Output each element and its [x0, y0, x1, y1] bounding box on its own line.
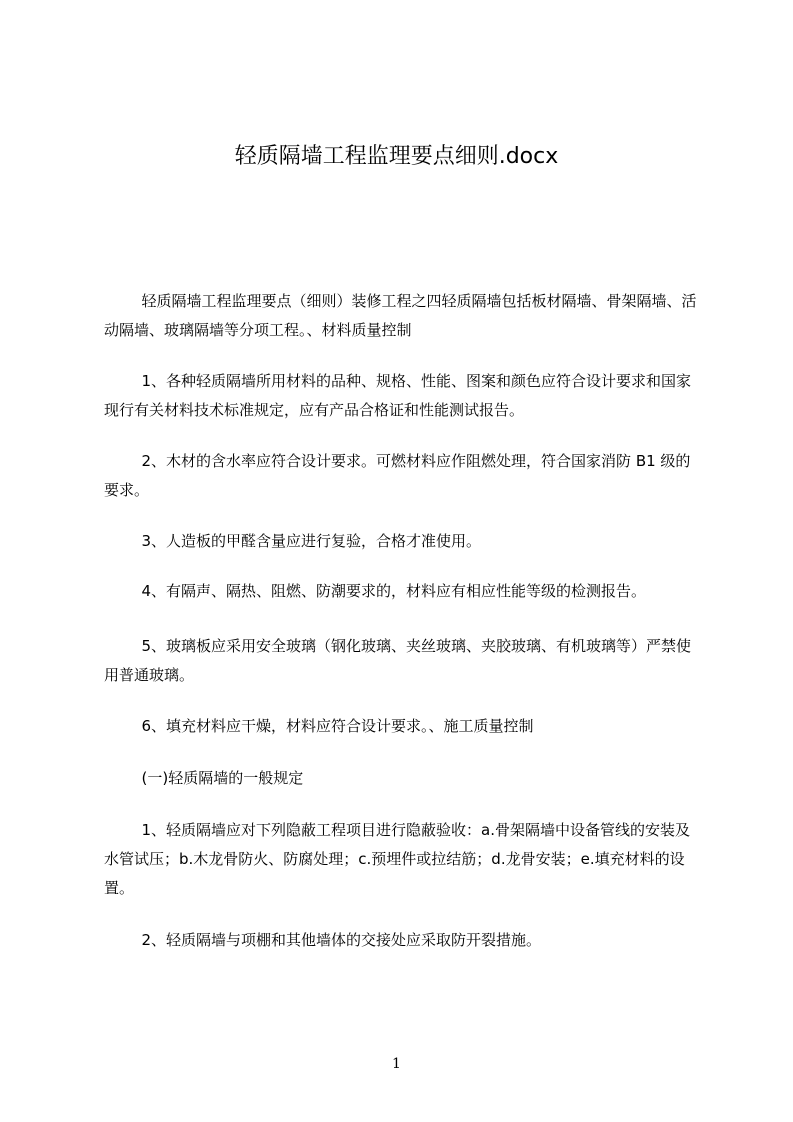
paragraph-material-6: 6、填充材料应干燥，材料应符合设计要求。、施工质量控制: [141, 717, 534, 735]
paragraph-rule-2: 2、轻质隔墙与项棚和其他墙体的交接处应采取防开裂措施。: [141, 931, 542, 949]
page-number: 1: [392, 1056, 401, 1072]
paragraph-material-3: 3、人造板的甲醛含量应进行复验，合格才准使用。: [141, 532, 482, 550]
paragraph-material-5: 5、玻璃板应采用安全玻璃（钢化玻璃、夹丝玻璃、夹胶玻璃、有机玻璃等）严禁使用普通玻璃。: [104, 637, 692, 684]
section-heading-general-rules: (一)轻质隔墙的一般规定: [141, 769, 304, 787]
paragraph-intro: 轻质隔墙工程监理要点（细则）装修工程之四轻质隔墙包括板材隔墙、骨架隔墙、活动隔墙、玻璃隔墙等分项工程。、材料质量控制: [104, 292, 697, 339]
paragraph-material-2: 2、木材的含水率应符合设计要求。可燃材料应作阻燃处理，符合国家消防 B1 级的要求。: [104, 452, 691, 499]
document-title: 轻质隔墙工程监理要点细则.docx: [234, 144, 559, 169]
paragraph-material-1: 1、各种轻质隔墙所用材料的品种、规格、性能、图案和颜色应符合设计要求和国家现行有关材料技术标准规定，应有产品合格证和性能测试报告。: [104, 372, 692, 419]
paragraph-rule-1: 1、轻质隔墙应对下列隐蔽工程项目进行隐蔽验收：a.骨架隔墙中设备管线的安装及水管试压；b.木龙骨防火、防腐处理；c.预埋件或拉结筋；d.龙骨安装；e.填充材料的设置。: [104, 821, 691, 897]
paragraph-material-4: 4、有隔声、隔热、阻燃、防潮要求的，材料应有相应性能等级的检测报告。: [141, 582, 647, 600]
